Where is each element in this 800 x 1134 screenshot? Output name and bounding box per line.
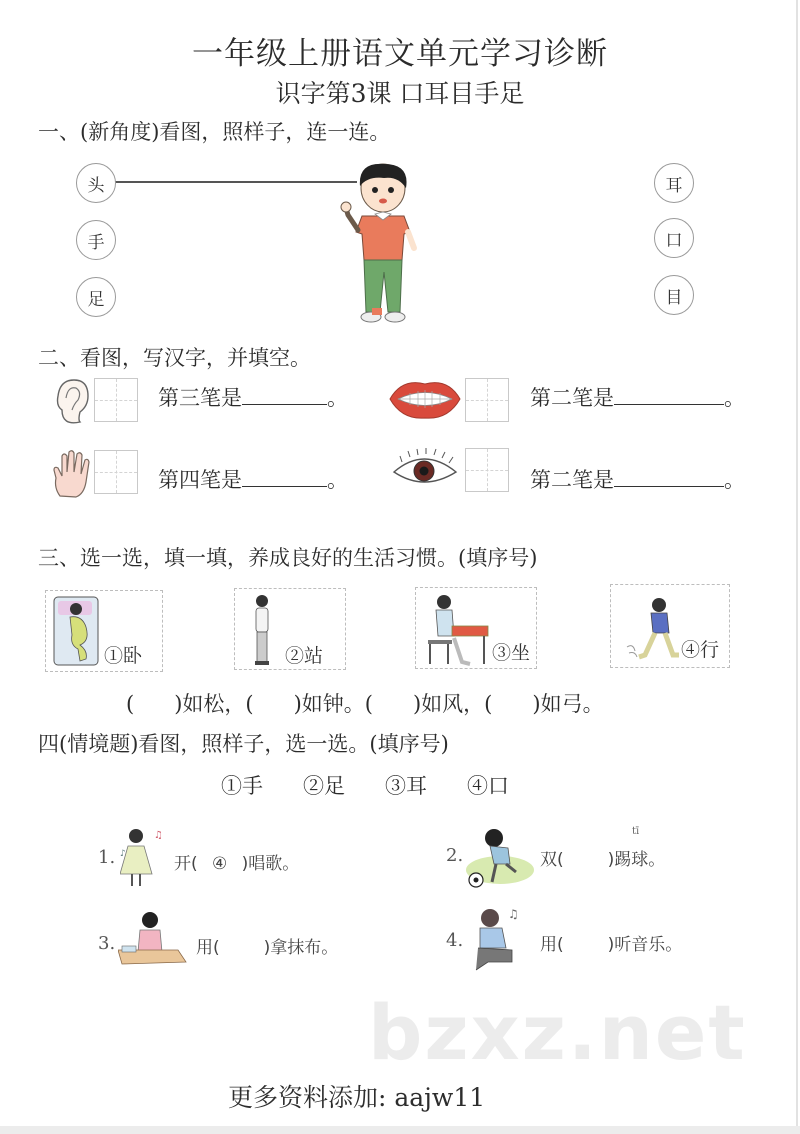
sitting-child-picture — [426, 592, 492, 666]
text-after: )拿抹布。 — [263, 938, 339, 958]
prompt-text: 第二笔是 — [530, 468, 614, 492]
q4-heading: 四(情境题)看图，照样子，选一选。(填序号) — [38, 732, 449, 756]
sentence-part: )如钟。( — [293, 692, 373, 716]
text-before: 用( — [196, 938, 220, 958]
item-number: 4. — [446, 930, 464, 951]
period: 。 — [327, 386, 348, 410]
page-title: 一年级上册语文单元学习诊断 — [192, 36, 608, 72]
footer-contact: 更多资料添加: aajw11 — [228, 1083, 486, 1112]
answer-blank[interactable] — [242, 485, 327, 487]
q4-item-1 — [174, 849, 299, 874]
q1-heading: 一、(新角度)看图，照样子，连一连。 — [38, 120, 391, 144]
sentence-part: )如风，( — [412, 692, 493, 716]
option-ear: ③耳 — [385, 774, 427, 798]
text-after: )踢球。 — [607, 850, 666, 870]
text-before: 开( — [174, 854, 198, 874]
ear-picture — [52, 376, 92, 428]
writing-grid-mouth[interactable] — [465, 378, 509, 422]
period: 。 — [724, 386, 745, 410]
circle-char-head[interactable]: 头 — [76, 163, 116, 203]
habit-card-walk — [610, 584, 730, 668]
circle-char-hand[interactable]: 手 — [76, 220, 116, 260]
soccer-boy-picture — [466, 826, 534, 888]
answer-blank[interactable] — [242, 403, 327, 405]
q4-item-4 — [540, 930, 682, 955]
bracket-open: ( — [126, 692, 135, 716]
option-foot: ②足 — [303, 774, 345, 798]
habit-card-stand — [234, 588, 346, 670]
example-connect-line — [115, 181, 357, 183]
example-answer: ④ — [212, 854, 228, 874]
singing-girl-picture — [120, 826, 164, 888]
circle-char-ear[interactable]: 耳 — [654, 163, 694, 203]
q2-heading: 二、看图，写汉字，并填空。 — [38, 346, 311, 370]
prompt-text: 第三笔是 — [158, 386, 242, 410]
habit-label-stand: ②站 — [285, 645, 324, 667]
sleeping-child-picture — [52, 595, 102, 667]
circle-char-foot[interactable]: 足 — [76, 277, 116, 317]
standing-child-picture — [249, 593, 275, 667]
option-mouth: ④口 — [467, 774, 509, 798]
q2-item-eye — [530, 464, 745, 494]
watermark: bzxz.net — [368, 988, 747, 1077]
svg-text:♪: ♪ — [120, 849, 126, 859]
period: 。 — [327, 468, 348, 492]
text-after: )听音乐。 — [607, 935, 683, 955]
circle-char-mouth[interactable]: 口 — [654, 218, 694, 258]
page-right-edge — [796, 0, 798, 1134]
mouth-picture — [388, 376, 462, 422]
q4-options — [221, 770, 509, 800]
circle-char-eye[interactable]: 目 — [654, 275, 694, 315]
item-number: 3. — [98, 933, 116, 954]
text-before: 双( — [540, 850, 564, 870]
svg-text:♫: ♫ — [508, 907, 519, 921]
habit-label-sit: ③坐 — [492, 642, 531, 664]
habit-card-sit — [415, 587, 537, 669]
boy-illustration — [338, 160, 428, 325]
svg-text:♫: ♫ — [154, 830, 163, 841]
q2-item-mouth — [530, 382, 745, 412]
item-number: 1. — [98, 847, 116, 868]
prompt-text: 第二笔是 — [530, 386, 614, 410]
q2-item-hand — [158, 464, 348, 494]
period: 。 — [724, 468, 745, 492]
wiping-girl-picture — [118, 910, 188, 970]
q4-item-2 — [540, 845, 665, 870]
music-boy-picture — [468, 904, 532, 974]
page-bottom-edge — [0, 1126, 800, 1134]
page-subtitle: 识字第3课 口耳目手足 — [275, 79, 525, 108]
walking-child-picture — [625, 597, 685, 661]
writing-grid-hand[interactable] — [94, 450, 138, 494]
writing-grid-ear[interactable] — [94, 378, 138, 422]
item-number: 2. — [446, 845, 464, 866]
habit-label-lie: ①卧 — [104, 645, 143, 667]
q3-sentence — [126, 688, 604, 718]
text-after: )唱歌。 — [241, 854, 300, 874]
answer-blank[interactable] — [614, 485, 724, 487]
prompt-text: 第四笔是 — [158, 468, 242, 492]
pinyin-ti: tī — [632, 826, 640, 837]
q3-heading: 三、选一选，填一填，养成良好的生活习惯。(填序号) — [38, 546, 538, 570]
sentence-part: )如松，( — [174, 692, 254, 716]
answer-blank[interactable] — [614, 403, 724, 405]
text-before: 用( — [540, 935, 564, 955]
sentence-part: )如弓。 — [532, 692, 604, 716]
q2-item-ear — [158, 382, 348, 412]
writing-grid-eye[interactable] — [465, 448, 509, 492]
q4-item-3 — [196, 933, 338, 958]
habit-card-lie — [45, 590, 163, 672]
eye-picture — [390, 446, 460, 492]
option-hand: ①手 — [221, 774, 263, 798]
habit-label-walk: ④行 — [681, 639, 720, 661]
hand-picture — [50, 448, 94, 500]
